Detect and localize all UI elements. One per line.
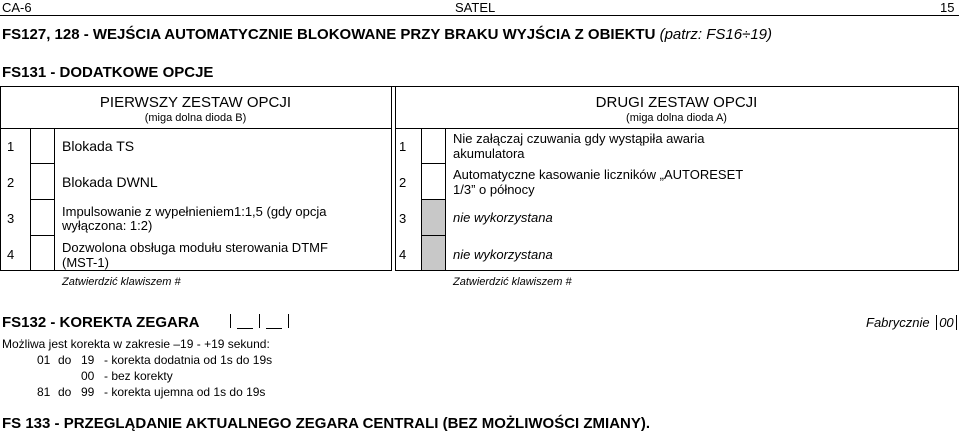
second-row-divider — [395, 128, 959, 129]
factory-label: Fabrycznie — [866, 315, 930, 330]
correction-from: 81 — [37, 385, 51, 399]
option-number: 2 — [399, 175, 407, 190]
second-set-confirm: Zatwierdzić klawiszem # — [453, 276, 572, 288]
option-number: 1 — [7, 139, 15, 154]
fs132-factory — [866, 315, 957, 330]
option-label-line2: (MST-1) — [62, 255, 109, 270]
correction-to: 00 — [81, 369, 95, 383]
correction-text: - bez korekty — [104, 369, 173, 383]
second-box-sep-3 — [421, 235, 446, 236]
table-right-bottom — [395, 270, 959, 271]
correction-to: 99 — [81, 385, 95, 399]
correction-do: do — [58, 385, 72, 399]
option-label: Nie załączaj czuwania gdy wystąpiła awaria — [453, 131, 705, 146]
option-label: Blokada DWNL — [62, 174, 158, 190]
correction-from: 01 — [37, 353, 51, 367]
factory-value: 00 — [936, 315, 956, 330]
correction-text: - korekta dodatnia od 1s do 19s — [104, 353, 273, 367]
option-number: 4 — [7, 247, 15, 262]
header-rule — [0, 15, 959, 16]
header-left: CA-6 — [2, 0, 32, 15]
fs132-description: Możliwa jest korekta w zakresie –19 - +19 sekund: — [2, 337, 270, 351]
header-page-number: 15 — [940, 0, 955, 15]
option-label: Dozwolona obsługa modułu sterowania DTMF — [62, 240, 328, 255]
fs127-title: FS127, 128 - WEJŚCIA AUTOMATYCZNIE BLOKOWANE PRZY BRAKU WYJŚCIA Z OBIEKTU — [2, 26, 656, 43]
option-label: nie wykorzystana — [453, 247, 553, 262]
fs131-title: FS131 - DODATKOWE OPCJE — [2, 64, 214, 81]
option-label-line2: 1/3” o północy — [453, 182, 535, 197]
option-label-line2: akumulatora — [453, 146, 525, 161]
option-number: 3 — [7, 211, 15, 226]
option-number: 1 — [399, 139, 407, 154]
fs127-heading — [2, 26, 772, 43]
table-left-right-border — [391, 86, 392, 270]
header-center: SATEL — [455, 0, 496, 15]
fs132-title: FS132 - KOREKTA ZEGARA — [2, 314, 200, 331]
entry-box-divider — [230, 314, 231, 328]
second-box-sep-1 — [421, 163, 446, 164]
first-set-heading: PIERWSZY ZESTAW OPCJI — [99, 94, 292, 111]
table-left-bottom — [0, 270, 392, 271]
second-box-sep-2 — [421, 199, 446, 200]
entry-box-divider — [259, 314, 260, 328]
first-set-confirm: Zatwierdzić klawiszem # — [62, 276, 181, 288]
option-number: 4 — [399, 247, 407, 262]
second-set-subheading: (miga dolna dioda A) — [626, 112, 727, 124]
option-label-line2: wyłączona: 1:2) — [62, 218, 153, 233]
first-row-divider — [0, 128, 392, 129]
option-label: nie wykorzystana — [453, 210, 553, 225]
first-set-subheading: (miga dolna dioda B) — [144, 112, 247, 124]
fs127-note: (patrz: FS16÷19) — [659, 26, 773, 43]
first-box-sep-3 — [30, 235, 55, 236]
option-label: Impulsowanie z wypełnieniem1:1,5 (gdy opcja — [62, 204, 327, 219]
option-label: Automatyczne kasowanie liczników „AUTORESET — [453, 167, 744, 182]
first-box-sep-1 — [30, 163, 55, 164]
correction-to: 19 — [81, 353, 95, 367]
table-top-rule — [0, 86, 959, 87]
entry-box-underline — [237, 328, 253, 329]
entry-box-underline — [266, 328, 282, 329]
option-number: 2 — [7, 175, 15, 190]
second-set-heading: DRUGI ZESTAW OPCJI — [595, 94, 758, 111]
fs133-title: FS 133 - PRZEGLĄDANIE AKTUALNEGO ZEGARA CENTRALI (BEZ MOŻLIWOŚCI ZMIANY). — [2, 415, 651, 432]
option-number: 3 — [399, 211, 407, 226]
entry-box-divider — [288, 314, 289, 328]
option-label: Blokada TS — [62, 138, 135, 154]
correction-text: - korekta ujemna od 1s do 19s — [104, 385, 266, 399]
first-box-sep-2 — [30, 199, 55, 200]
correction-do: do — [58, 353, 72, 367]
